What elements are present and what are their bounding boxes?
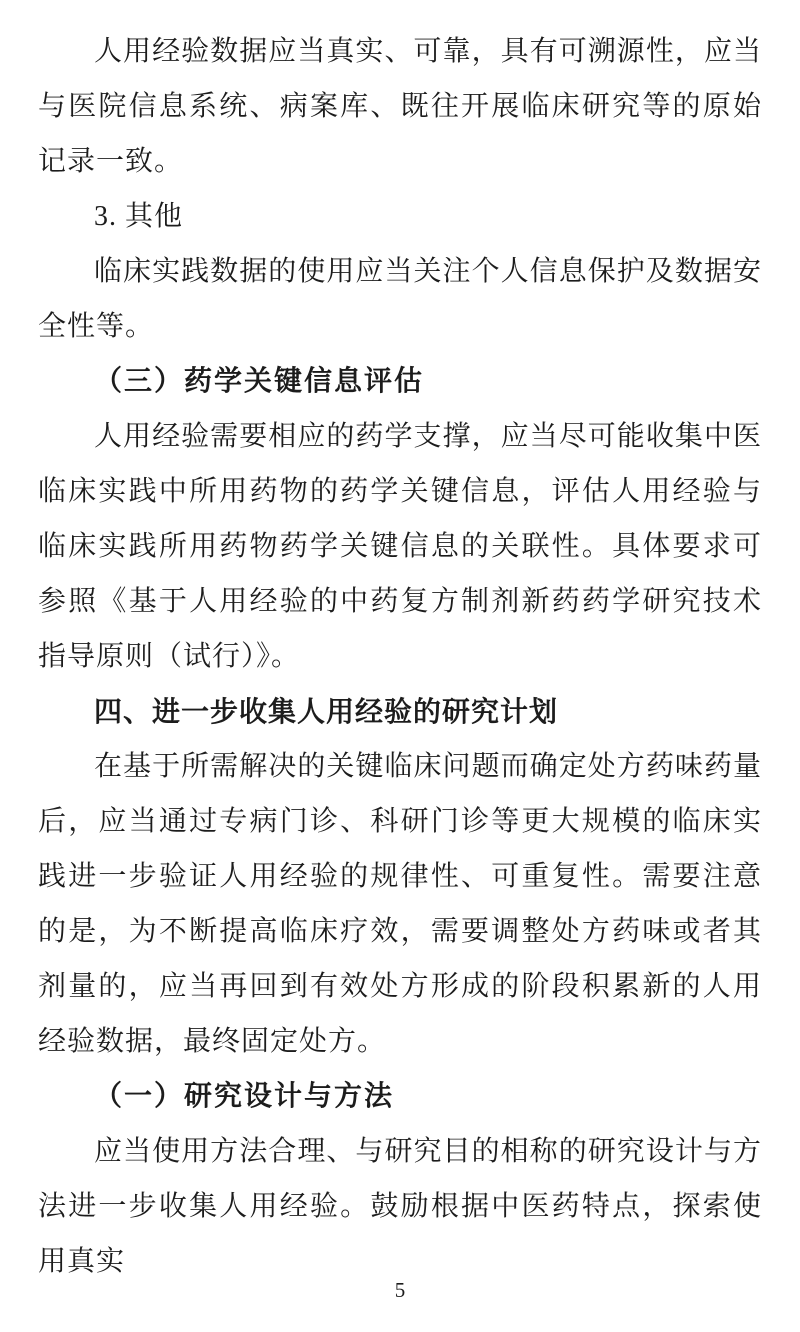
section-heading: 四、进一步收集人用经验的研究计划 (94, 696, 559, 727)
section-heading: （三）药学关键信息评估 (94, 366, 425, 397)
paragraph: 人用经验需要相应的药学支撑，应当尽可能收集中医临床实践中所用药物的药学关键信息，评估人用经验与临床实践所用药物药学关键信息的关联性。具体要求可参照《基于人用经验的中药复方制剂新药药学研究技术指导原则（试行）》。 (38, 421, 762, 672)
document-body (38, 24, 762, 1289)
page-number: 5 (394, 1278, 406, 1302)
paragraph: 临床实践数据的使用应当关注个人信息保护及数据安全性等。 (38, 256, 762, 342)
paragraph: 3. 其他 (94, 201, 184, 232)
paragraph: 人用经验数据应当真实、可靠，具有可溯源性，应当与医院信息系统、病案库、既往开展临床研究等的原始记录一致。 (38, 36, 762, 177)
paragraph: 应当使用方法合理、与研究目的相称的研究设计与方法进一步收集人用经验。鼓励根据中医药特点，探索使用真实 (38, 1136, 762, 1277)
paragraph: 在基于所需解决的关键临床问题而确定处方药味药量后，应当通过专病门诊、科研门诊等更大规模的临床实践进一步验证人用经验的规律性、可重复性。需要注意的是，为不断提高临床疗效，需要调整处方药味或者其剂量的，应当再回到有效处方形成的阶段积累新的人用经验数据，最终固定处方。 (38, 751, 762, 1057)
section-heading: （一）研究设计与方法 (94, 1081, 395, 1112)
